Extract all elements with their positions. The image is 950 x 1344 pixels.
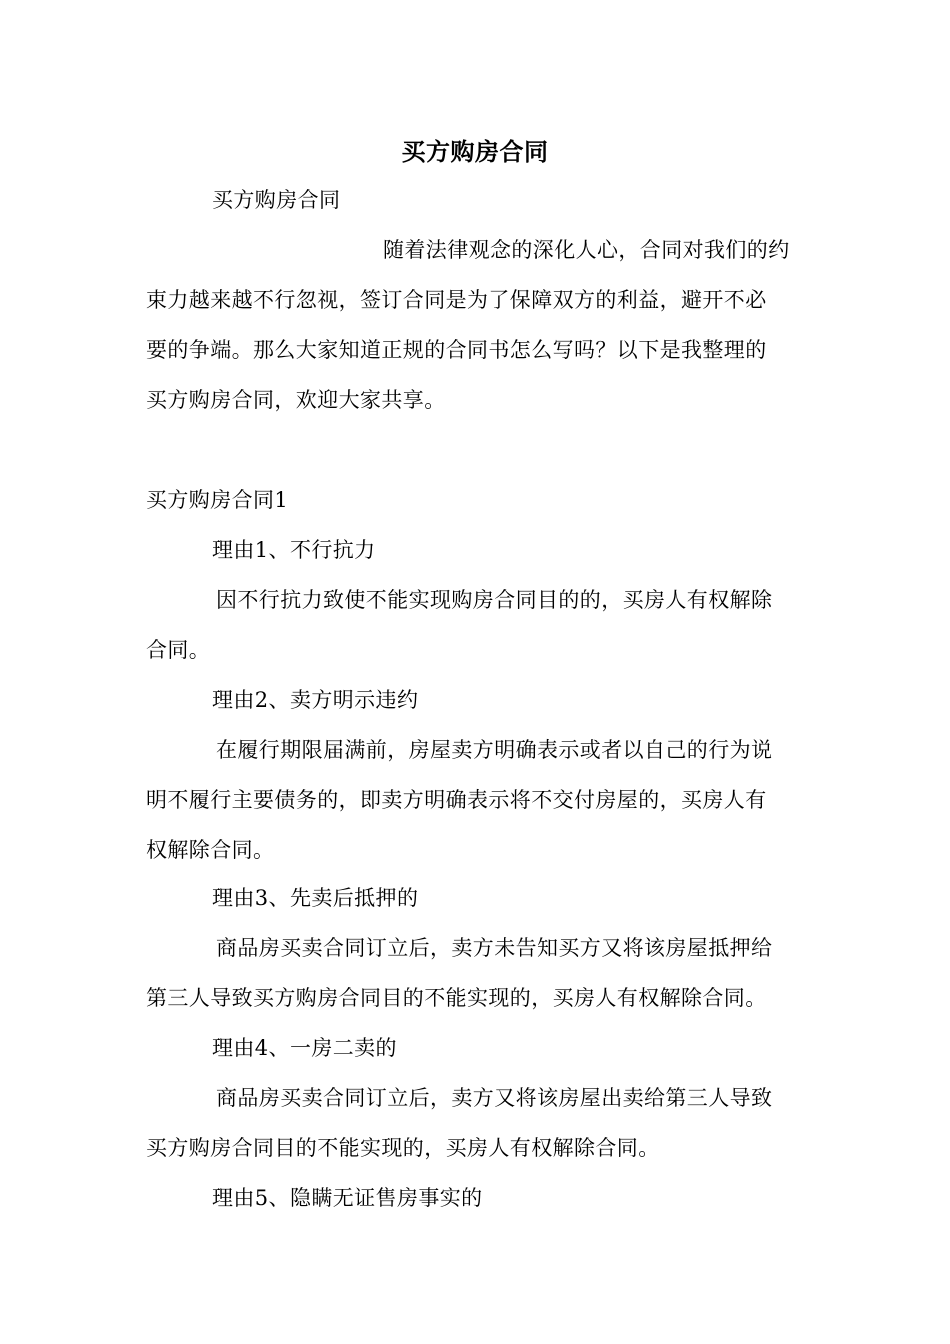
reason-paragraph-line: 权解除合同。: [146, 838, 275, 862]
reason-heading: 理由3、先卖后抵押的: [212, 886, 419, 910]
reason-heading: 理由5、隐瞒无证售房事实的: [212, 1186, 483, 1210]
reason-paragraph-line: 商品房买卖合同订立后，卖方又将该房屋出卖给第三人导致: [216, 1086, 773, 1110]
intro-line: 要的争端。那么大家知道正规的合同书怎么写吗？以下是我整理的: [146, 338, 767, 362]
document-subtitle: 买方购房合同: [212, 188, 341, 212]
intro-line: 随着法律观念的深化人心，合同对我们的约: [383, 238, 790, 262]
reason-heading: 理由4、一房二卖的: [212, 1036, 397, 1060]
reason-paragraph-line: 第三人导致买方购房合同目的不能实现的，买房人有权解除合同。: [146, 986, 767, 1010]
reason-heading: 理由1、不行抗力: [212, 538, 376, 562]
document-title: 买方购房合同: [401, 137, 549, 166]
reason-paragraph-line: 商品房买卖合同订立后，卖方未告知买方又将该房屋抵押给: [216, 936, 773, 960]
intro-line: 束力越来越不行忽视，签订合同是为了保障双方的利益，避开不必: [146, 288, 767, 312]
reason-paragraph-line: 明不履行主要债务的，即卖方明确表示将不交付房屋的，买房人有: [146, 788, 767, 812]
section-heading: 买方购房合同1: [146, 488, 289, 512]
reason-paragraph-line: 买方购房合同目的不能实现的，买房人有权解除合同。: [146, 1136, 660, 1160]
reason-heading: 理由2、卖方明示违约: [212, 688, 419, 712]
reason-paragraph-line: 合同。: [146, 638, 211, 662]
reason-paragraph-line: 因不行抗力致使不能实现购房合同目的的，买房人有权解除: [216, 588, 773, 612]
reason-paragraph-line: 在履行期限届满前，房屋卖方明确表示或者以自己的行为说: [216, 738, 773, 762]
intro-line: 买方购房合同，欢迎大家共享。: [146, 388, 446, 412]
